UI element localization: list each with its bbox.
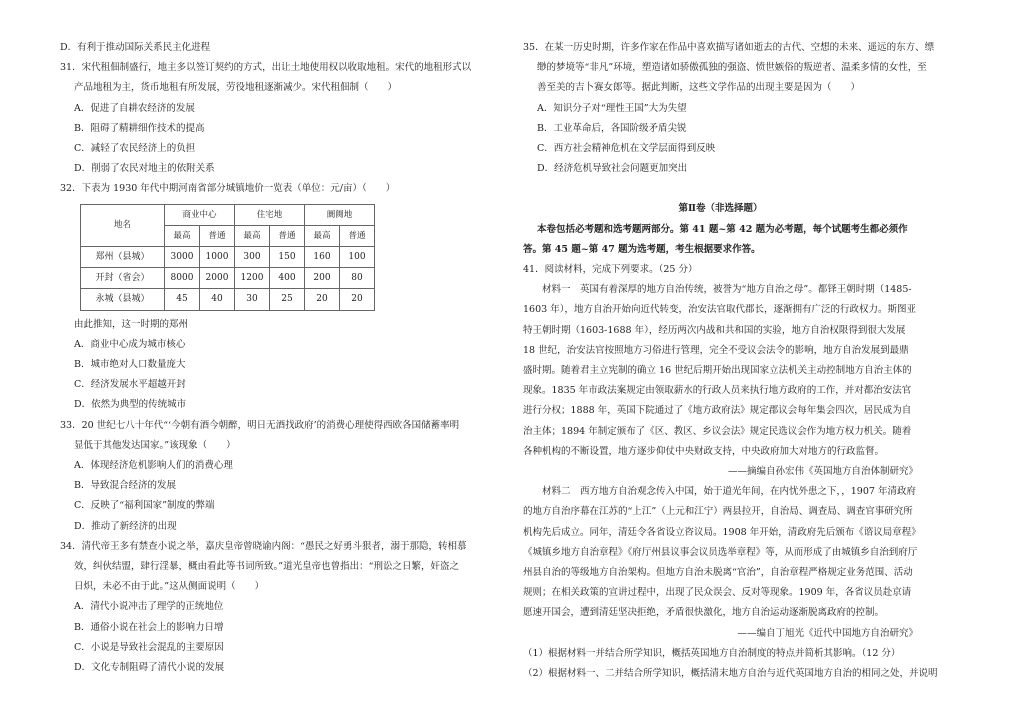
- table-cell: 1000: [200, 247, 235, 268]
- q33-option-a: A．体现经济危机影响人们的消费心理: [74, 460, 233, 472]
- q35-stem-line1: 35．在某一历史时期，许多作家在作品中喜欢描写诸如逝去的古代、空想的未来、遥远的东方、缥: [523, 42, 935, 53]
- q31-option-d: D．削弱了农民对地主的依附关系: [74, 163, 215, 175]
- q30-option-d: D．有利于推动国际关系民主化进程: [60, 42, 211, 53]
- q33-option-d: D．推动了新经济的出现: [74, 520, 177, 532]
- q33-option-c: C．反映了“福利国家”制度的弊端: [74, 500, 215, 512]
- question-41: [523, 260, 938, 684]
- q35-option-d: D．经济危机导致社会问题更加突出: [537, 163, 688, 175]
- q41-source1: ——摘编自孙宏伟《英国地方自治体制研究》: [727, 466, 918, 478]
- q34-option-c: C．小说是导致社会混乱的主要原因: [74, 641, 224, 653]
- table-subheader: 普通: [200, 225, 235, 246]
- table-cell-town: 郑州（县城）: [81, 247, 165, 268]
- q35-option-b: B．工业革命后，各国阶级矛盾尖锐: [537, 122, 687, 134]
- table-cell: 40: [200, 289, 235, 310]
- q31-stem-line1: 31．宋代租佃制盛行，地主多以签订契约的方式，出让土地使用权以收取地租。宋代的地租形式以: [60, 62, 472, 74]
- table-cell: 80: [340, 268, 375, 289]
- land-price-table: [80, 204, 375, 311]
- table-cell: 2000: [200, 268, 235, 289]
- question-33: [60, 416, 460, 537]
- table-row: [81, 289, 375, 310]
- table-cell: 3000: [165, 247, 200, 268]
- q34-stem-line1: 34．清代帝王多有禁查小说之举，嘉庆皇帝曾晓谕内阁：“愚民之好勇斗狠者，溺于那隐，转相慕: [60, 540, 467, 552]
- table-cell: 1200: [235, 268, 270, 289]
- table-row: [81, 268, 375, 289]
- table-subheader: 最高: [165, 225, 200, 246]
- q41-source2: ——编自丁旭光《近代中国地方自治研究》: [737, 627, 918, 639]
- table-cell: 300: [235, 247, 270, 268]
- q35-stem-line2: 缈的梦境等“非凡”环境，塑造诸如骄傲孤独的强盗、愤世嫉俗的叛逆者、温柔多情的女性，至: [537, 62, 927, 74]
- q41-requirement1: （1）根据材料一并结合所学知识，概括英国地方自治制度的特点并简析其影响。（12 分）: [523, 647, 901, 659]
- q34-option-b: B．通俗小说在社会上的影响力日增: [74, 621, 224, 633]
- q32-option-b: B．城市绝对人口数量庞大: [74, 359, 186, 371]
- q34-stem-line3: 日炽，未必不由于此。”这从侧面说明（ ）: [74, 581, 265, 593]
- question-35: [523, 38, 935, 179]
- table-cell: 160: [305, 247, 340, 268]
- q41-material1: 材料一 英国有着深厚的地方自治传统，被誉为“地方自治之母”。都铎王朝时期（1485-1603 年），地方自治开始向近代转变，治安法官取代郡长，逐渐拥有广泛的行政权力。斯图亚特王朝时期（1603-1688 年），经历两次内战和共和国的实验，地方自治权限得到很大发展 18 世纪，治安法官按照地方习俗进行管理，完全不受议会法令的影响，地方自治发展到最鼎盛时期。随着君主立宪制的确立 16 世纪后期开始出现国家立法机关主动控制地方自治主体的现象。1835 年市政法案规定由领取薪水的行政人员来执行地方政府的工作，并对都治安法官进行分权；1888 年，英国下院通过了《地方政府法》规定郡议会每年集会四次，居民成为自治主体；1894 年制定颁布了《区、教区、乡议会法》规定民选议会作为地方权力机关。随着各种机构的不断设置，地方逐步仰仗中央财政支持，中央政府加大对地方的行政监督。: [523, 284, 916, 457]
- table-group-header: 商业中心: [165, 204, 235, 225]
- table-cell: 45: [165, 289, 200, 310]
- q33-stem-line1: 33．20 世纪七八十年代“‘今朝有酒今朝醉，明日无酒找政府’的消费心理使得西欧各国储蓄率明: [60, 419, 460, 431]
- table-cell: 100: [340, 247, 375, 268]
- q31-stem-line2: 产品地租为主，货币地租有所发展，劳役地租逐渐减少。宋代租佃制（ ）: [74, 82, 398, 94]
- question-32: [60, 179, 460, 415]
- q41-requirement2: （2）根据材料一、二并结合所学知识，概括清末地方自治与近代英国地方自治的相同之处，并说明: [523, 668, 938, 680]
- q33-stem-line2: 显低于其他发达国家。”该现象（ ）: [74, 439, 236, 451]
- table-subheader: 普通: [270, 225, 305, 246]
- question-31: [60, 58, 472, 179]
- q34-option-a: A．清代小说冲击了理学的正统地位: [74, 601, 224, 613]
- q34-option-d: D．文化专制阻碍了清代小说的发展: [74, 662, 225, 674]
- q35-stem-line3: 善至美的吉卜赛女郎等。据此判断，这些文学作品的出现主要是因为（ ）: [537, 82, 861, 94]
- table-subheader: 最高: [235, 225, 270, 246]
- table-row: [81, 247, 375, 268]
- table-cell: 200: [305, 268, 340, 289]
- table-cell: 20: [305, 289, 340, 310]
- q32-after-table: 由此推知，这一时期的郑州: [74, 318, 189, 330]
- table-subheader: 普通: [340, 225, 375, 246]
- q32-option-c: C．经济发展水平超越开封: [74, 379, 186, 391]
- table-corner-header: 地名: [81, 204, 165, 246]
- q31-option-c: C．减轻了农民经济上的负担: [74, 143, 196, 155]
- q35-option-c: C．西方社会精神危机在文学层面得到反映: [537, 143, 716, 155]
- table-cell-town: 开封（省会）: [81, 268, 165, 289]
- q32-stem: 32．下表为 1930 年代中期河南省部分城镇地价一览表（单位：元/亩）（ ）: [60, 183, 396, 195]
- q31-option-b: B．阻碍了精耕细作技术的提高: [74, 122, 205, 134]
- table-cell: 30: [235, 289, 270, 310]
- table-cell-town: 永城（县城）: [81, 289, 165, 310]
- table-cell: 25: [270, 289, 305, 310]
- q35-option-a: A．知识分子对“理性王国”大为失望: [537, 102, 687, 114]
- q41-stem: 41．阅读材料，完成下列要求。（25 分）: [523, 264, 698, 276]
- table-cell: 8000: [165, 268, 200, 289]
- table-cell: 400: [270, 268, 305, 289]
- q32-option-a: A．商业中心成为城市核心: [74, 338, 186, 350]
- table-cell: 150: [270, 247, 305, 268]
- table-cell: 20: [340, 289, 375, 310]
- table-subheader: 最高: [305, 225, 340, 246]
- left-column: [60, 0, 472, 678]
- table-group-header: 阛阓地: [305, 204, 375, 225]
- right-column: [523, 0, 938, 684]
- q31-option-a: A．促进了自耕农经济的发展: [74, 102, 195, 114]
- section-intro-line2: 答。第 45 题~第 47 题为选考题，考生根据要求作答。: [523, 243, 761, 255]
- section-title: 第Ⅱ卷（非选择题）: [678, 203, 763, 215]
- q32-option-d: D．依然为典型的传统城市: [74, 399, 187, 411]
- question-34: [60, 537, 467, 678]
- q33-option-b: B．导致混合经济的发展: [74, 480, 176, 492]
- q41-material2: 材料二 西方地方自治观念传入中国，始于道光年间，在内忧外患之下，，1907 年清政府的地方自治序幕在江苏的“上江”（上元和江宁）两县拉开，自治局、调查局、调查官事研究所机构先后成立。同年，清廷令各省设立咨议局。1908 年开始，清政府先后颁布《谘议局章程》《城镇乡地方自治章程》《府厅州县议事会议员选举章程》等，从而形成了由城镇乡自治到府厅州县自治的等级地方自治架构。但地方自治未脱离“官治”，自治章程严格规定业务范围、活动规则；在相关政策的宣讲过程中，出现了民众误会、反对等现象。1909 年，各省议员赴京请愿速开国会，遭到清廷坚决拒绝，矛盾很快激化，地方自治运动逐渐脱离政府的控制。: [523, 486, 918, 619]
- q34-stem-line2: 效，纠伙结盟，肆行淫暴，概由看此等书词所致。”道光皇帝也曾指出：“刑讼之日繁，奸盗之: [74, 561, 459, 573]
- table-group-header: 住宅地: [235, 204, 305, 225]
- section-intro-line1: 本卷包括必考题和选考题两部分。第 41 题~第 42 题为必考题，每个试题考生都必须作: [537, 223, 908, 235]
